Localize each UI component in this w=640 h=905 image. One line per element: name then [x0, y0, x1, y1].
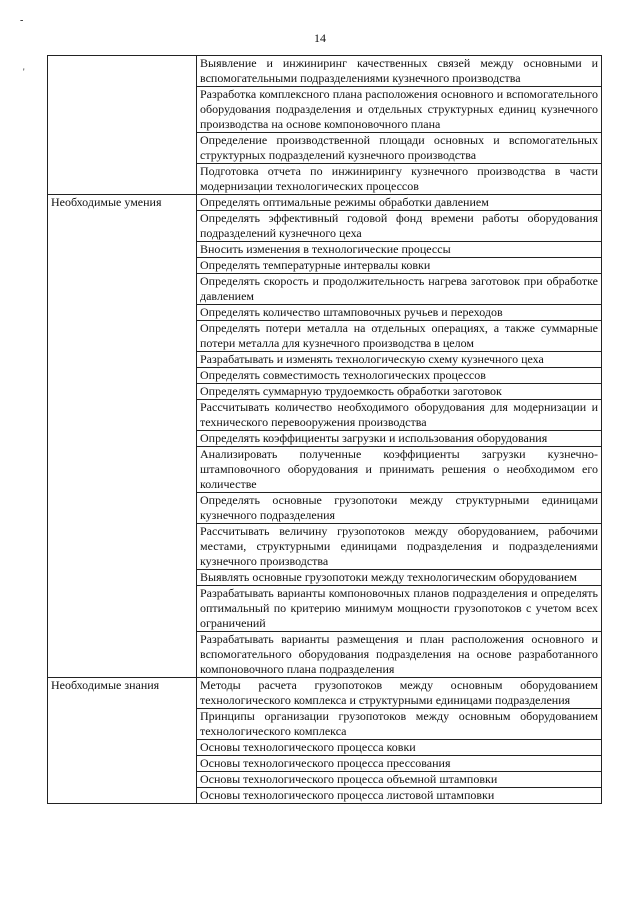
skill-item: Вносить изменения в технологические процессы	[197, 242, 602, 258]
section-label-cell	[48, 56, 197, 195]
labor-action-item: Подготовка отчета по инжинирингу кузнечного производства в части модернизации технологических процессов	[197, 164, 602, 195]
stray-mark: -	[20, 15, 24, 26]
skill-item: Определять температурные интервалы ковки	[197, 258, 602, 274]
knowledge-item: Основы технологического процесса объемной штамповки	[197, 772, 602, 788]
skill-item: Разрабатывать и изменять технологическую схему кузнечного цеха	[197, 352, 602, 368]
skill-item: Разрабатывать варианты компоновочных планов подразделения и определять оптимальный по критерию минимум мощности грузопотоков с учетом всех ограничений	[197, 586, 602, 632]
skill-item: Выявлять основные грузопотоки между технологическим оборудованием	[197, 570, 602, 586]
skill-item: Определять потери металла на отдельных операциях, а также суммарные потери металла для кузнечного производства в целом	[197, 321, 602, 352]
skill-item: Рассчитывать количество необходимого оборудования для модернизации и технического перевооружения производства	[197, 400, 602, 431]
knowledge-item: Основы технологического процесса ковки	[197, 740, 602, 756]
skill-item: Рассчитывать величину грузопотоков между оборудованием, рабочими местами, структурными единицами подразделения и подразделениями кузнечного производства	[197, 524, 602, 570]
skill-item: Определять коэффициенты загрузки и использования оборудования	[197, 431, 602, 447]
knowledge-item: Основы технологического процесса прессования	[197, 756, 602, 772]
skill-item: Определять совместимость технологических процессов	[197, 368, 602, 384]
skill-item: Разрабатывать варианты размещения и план расположения основного и вспомогательного оборудования подразделения на основе разработанного компоновочного плана подразделения	[197, 632, 602, 678]
labor-action-item: Разработка комплексного плана расположения основного и вспомогательного оборудования подразделения и отдельных структурных единиц кузнечного производства на основе компоновочного плана	[197, 87, 602, 133]
table-row	[48, 678, 602, 709]
skill-item: Анализировать полученные коэффициенты загрузки кузнечно-штамповочного оборудования и принимать решения о необходимом его количестве	[197, 447, 602, 493]
skill-item: Определять суммарную трудоемкость обработки заготовок	[197, 384, 602, 400]
skill-item: Определять количество штамповочных ручьев и переходов	[197, 305, 602, 321]
labor-action-item: Определение производственной площади основных и вспомогательных структурных подразделений кузнечного производства	[197, 133, 602, 164]
labor-action-item: Выявление и инжиниринг качественных связей между основными и вспомогательными подразделениями кузнечного производства	[197, 56, 602, 87]
section-label-knowledge: Необходимые знания	[48, 678, 197, 804]
table-row	[48, 195, 602, 211]
knowledge-item: Принципы организации грузопотоков между основным оборудованием технологического комплекса	[197, 709, 602, 740]
stray-mark: '	[23, 67, 25, 77]
skill-item: Определять скорость и продолжительность нагрева заготовок при обработке давлением	[197, 274, 602, 305]
skill-item: Определять основные грузопотоки между структурными единицами кузнечного подразделения	[197, 493, 602, 524]
skill-item: Определять эффективный годовой фонд времени работы оборудования подразделений кузнечного цеха	[197, 211, 602, 242]
knowledge-item: Методы расчета грузопотоков между основным оборудованием технологического комплекса и структурными единицами подразделения	[197, 678, 602, 709]
requirements-table	[47, 55, 602, 804]
section-label-skills: Необходимые умения	[48, 195, 197, 678]
skill-item: Определять оптимальные режимы обработки давлением	[197, 195, 602, 211]
page-number: 14	[314, 31, 326, 45]
table-row	[48, 56, 602, 87]
knowledge-item: Основы технологического процесса листовой штамповки	[197, 788, 602, 804]
